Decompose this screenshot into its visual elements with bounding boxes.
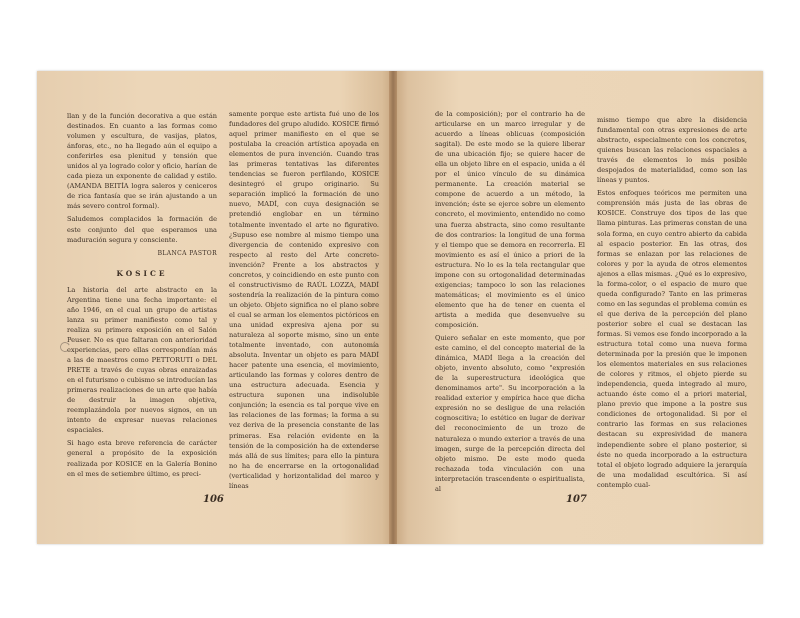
open-book-spread (37, 71, 763, 544)
paragraph: mismo tiempo que abre la disidencia fundamental con otras expresiones de arte abstracto, especialmente con los concretos, quienes buscan las relaciones espaciales a través de elementos lo más posible despojados de materialidad, como son las líneas y puntos. (597, 116, 747, 185)
author-signature: BLANCA PASTOR (157, 249, 217, 257)
right-column-1 (435, 109, 585, 497)
page-number: 106 (203, 494, 224, 505)
paragraph: Estos enfoques teóricos me permiten una comprensión más justa de las obras de KOSICE. Construye dos tipos de las que llama pinturas. Las primeras constan de una sola forma, en cuyo centro abierto da cabida al espacio posterior. En las otras, dos formas se enlazan por las relaciones de colores y por la ayuda de otros elementos ajenos a ellas mismas. ¿Qué es lo expresivo, la forma-color, o el espacio de muro que queda configurado? Tanto en las primeras como en las segundas el problema común es el que deriva de la percepción del plano posterior sobre el cual se destacan las formas. Si vemos ese fondo incorporado a la estructura total como una nueva forma determinada por la presión que le imponen los elementos materiales en sus relaciones de colores y ritmos, el objeto pierde su independencia, queda integrado al muro, actuando éste como el a priori material, plano previo que impone a la postre sus condiciones de ortogonalidad. Si por el contrario las formas en sus relaciones destacan su expresividad de manera independiente sobre el plano posterior, si éste no queda incorporado a la estructura total el objeto logrado adquiere la jerarquía de una modalidad escultórica. Si así contemplo cual- (597, 189, 747, 489)
paragraph: Saludemos complacidos la formación de este conjunto del que esperamos una maduración segura y consciente. (67, 215, 217, 244)
book-spine (389, 71, 397, 544)
paragraph: de la composición); por el contrario ha de articularse en un marco irregular y de acuerdo a líneas oblicuas (composición sagital). De este modo se la quiere liberar de una ubicación fijo; se quiere hacer de ella un objeto libre en el espacio, unida a él por el único vínculo de su dinámica permanente. La creación material se compone de acuerdo a un método, la invención; éste se ejerce sobre un elemento concreto, el movimiento, entendido no como una fuerza abstracta, sino como resultante de dos contrarios: la longitud de una forma y el tiempo que se demora en recorrerla. El movimiento es así el único a priori de la estructura. No lo es la tela rectangular que impone con su ortogonalidad determinadas exigencias; tampoco lo son las relaciones matemáticas; el movimiento es el único elemento que ha de tener en cuenta el artista a medida que desenvuelve su composición. (435, 110, 585, 329)
paragraph: samente porque este artista fué uno de los fundadores del grupo aludido. KOSICE firmó aquel primer manifiesto en el que se postulaba la creación artística apoyada en elementos de pura invención. Cuando tras las primeras tentativas las diferentes tendencias se fueron perfilando, KOSICE desintegró el grupo originario. Su separación implicó la formación de uno nuevo, MADÍ, con cuya designación se pretendió englobar en un término totalmente inventado el arte no figurativo. ¿Supuso ese nombre al mismo tiempo una divergencia de contenido expresivo con respecto al resto del Arte concreto-invención? Frente a los abstractos y concretos, y coincidiendo en este punto con el constructivismo de RAÚL LOZZA, MADÍ sostendría la realización de la pintura como un objeto. Objeto significa no el plano sobre el cual se arman los elementos pictóricos en una unidad expresiva ajena por su naturaleza al soporte mismo, sino un ente totalmente inventado, con autonomía absoluta. Inventar un objeto es para MADÍ hacer patente una esencia, el movimiento, articulando las formas y colores dentro de una estructura adecuada. Esencia y estructura suponen una indisoluble conjunción; la esencia es tal porque vive en las relaciones de las formas; la forma a su vez deriva de la presencia constante de las primeras. Esa relación evidente en la tensión de la composición ha de extenderse más allá de sus límites; para ello la pintura no ha de encerrarse en la ortogonalidad (verticalidad y horizontalidad del marco y líneas (229, 110, 379, 490)
left-column-1 (67, 111, 217, 482)
right-column-2 (597, 115, 747, 493)
paragraph: Si hago esta breve referencia de carácter general a propósito de la exposición realizada por KOSICE en la Galería Bonino en el mes de setiembre último, es preci- (67, 439, 217, 478)
left-page (37, 71, 393, 544)
paragraph: Quiero señalar en este momento, que por este camino, el del concepto material de la dinámica, MADÍ llega a la creación del objeto, invento absoluto, como "expresión de la superestructura ideológica que denominamos arte". Su incorporación a la realidad exterior y empírica hace que dicha expresión no se desligue de una relación cognoscitiva; lo estético en lugar de derivar del reconocimiento de un trozo de naturaleza o mundo exterior a través de una imagen, surge de la percepción directa del objeto mismo. De este modo queda rechazada toda vinculación con una interpretación trascendente o espiritualista, al (435, 334, 585, 493)
section-heading: KOSICE (116, 268, 168, 278)
paragraph: llan y de la función decorativa a que están destinados. En cuanto a las formas como volumen y escultura, de vasijas, platos, ánforas, etc., no ha llegado aún el equipo a conferirles esa plenitud y tensión que unidos al ya logrado color y oficio, harían de cada pieza un exponente de calidad y estilo. (AMANDA BEITÍA logra saleros y ceniceros de rica fantasía que se irán ajustando a un más severo control formal). (67, 112, 217, 211)
page-number: 107 (566, 494, 587, 505)
right-page (393, 71, 763, 544)
left-column-2 (229, 109, 379, 494)
paragraph: La historia del arte abstracto en la Argentina tiene una fecha importante: el año 1946, en el cual un grupo de artistas lanza su primer manifiesto como tal y realiza su primera exposición en el Salón Peuser. No es que faltaran con anterioridad experiencias, pero ellas correspondían más a las de maestros como PETTORUTI o DEL PRETE a través de cuyas obras enraizadas en el futurismo o cubismo se introducían las primeras realizaciones de un arte que había de destruir la imagen objetiva, reemplazándola por nuevos signos, en un intento de expresar nuevas relaciones espaciales. (67, 285, 217, 435)
